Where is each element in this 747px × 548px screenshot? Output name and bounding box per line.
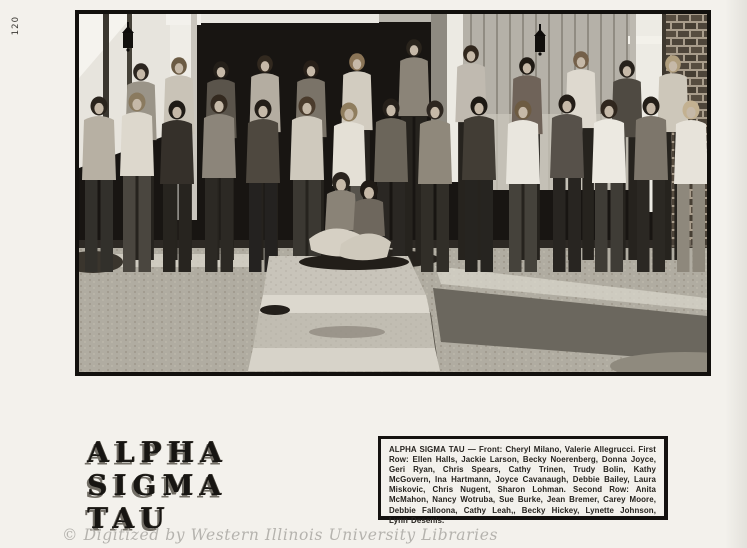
chapter-title-line-3: TAU xyxy=(87,502,171,535)
caption-text: ALPHA SIGMA TAU — Front: Cheryl Milano, Valerie Allegrucci. First Row: Ellen Halls, Jackie Larson, Becky Noerenberg, Donna Joyce, Geri Ryan, Chris Spears, Cathy Trinen, Trudy Bolin, Kathy McGovern, Ina Hartmann, Joyce Cavanaugh, Debbie Bailey, Laura Miskovic, Chris Nugent, Sharon Lohman. Second Row: Anita McMahon, Nancy Wotruba, Sue Burke, Jean Bremer, Carey Moore, Debbie Falloona, Cathy Leah,, Becky Hickey, Lynette Johnson, Lynn Desenis. xyxy=(389,445,656,525)
group-photo-illustration xyxy=(79,14,707,372)
chapter-title xyxy=(87,436,228,535)
group-photo xyxy=(75,10,711,376)
chapter-title-line-2: SIGMA xyxy=(87,469,227,502)
scan-edge-shading xyxy=(725,0,747,548)
caption-box xyxy=(378,436,668,525)
walkway-steps xyxy=(248,256,440,371)
page-number: 120 xyxy=(11,16,21,36)
chapter-title-line-1: ALPHA xyxy=(87,436,228,469)
digitization-watermark: © Digitized by Western Illinois University Libraries xyxy=(62,526,499,544)
